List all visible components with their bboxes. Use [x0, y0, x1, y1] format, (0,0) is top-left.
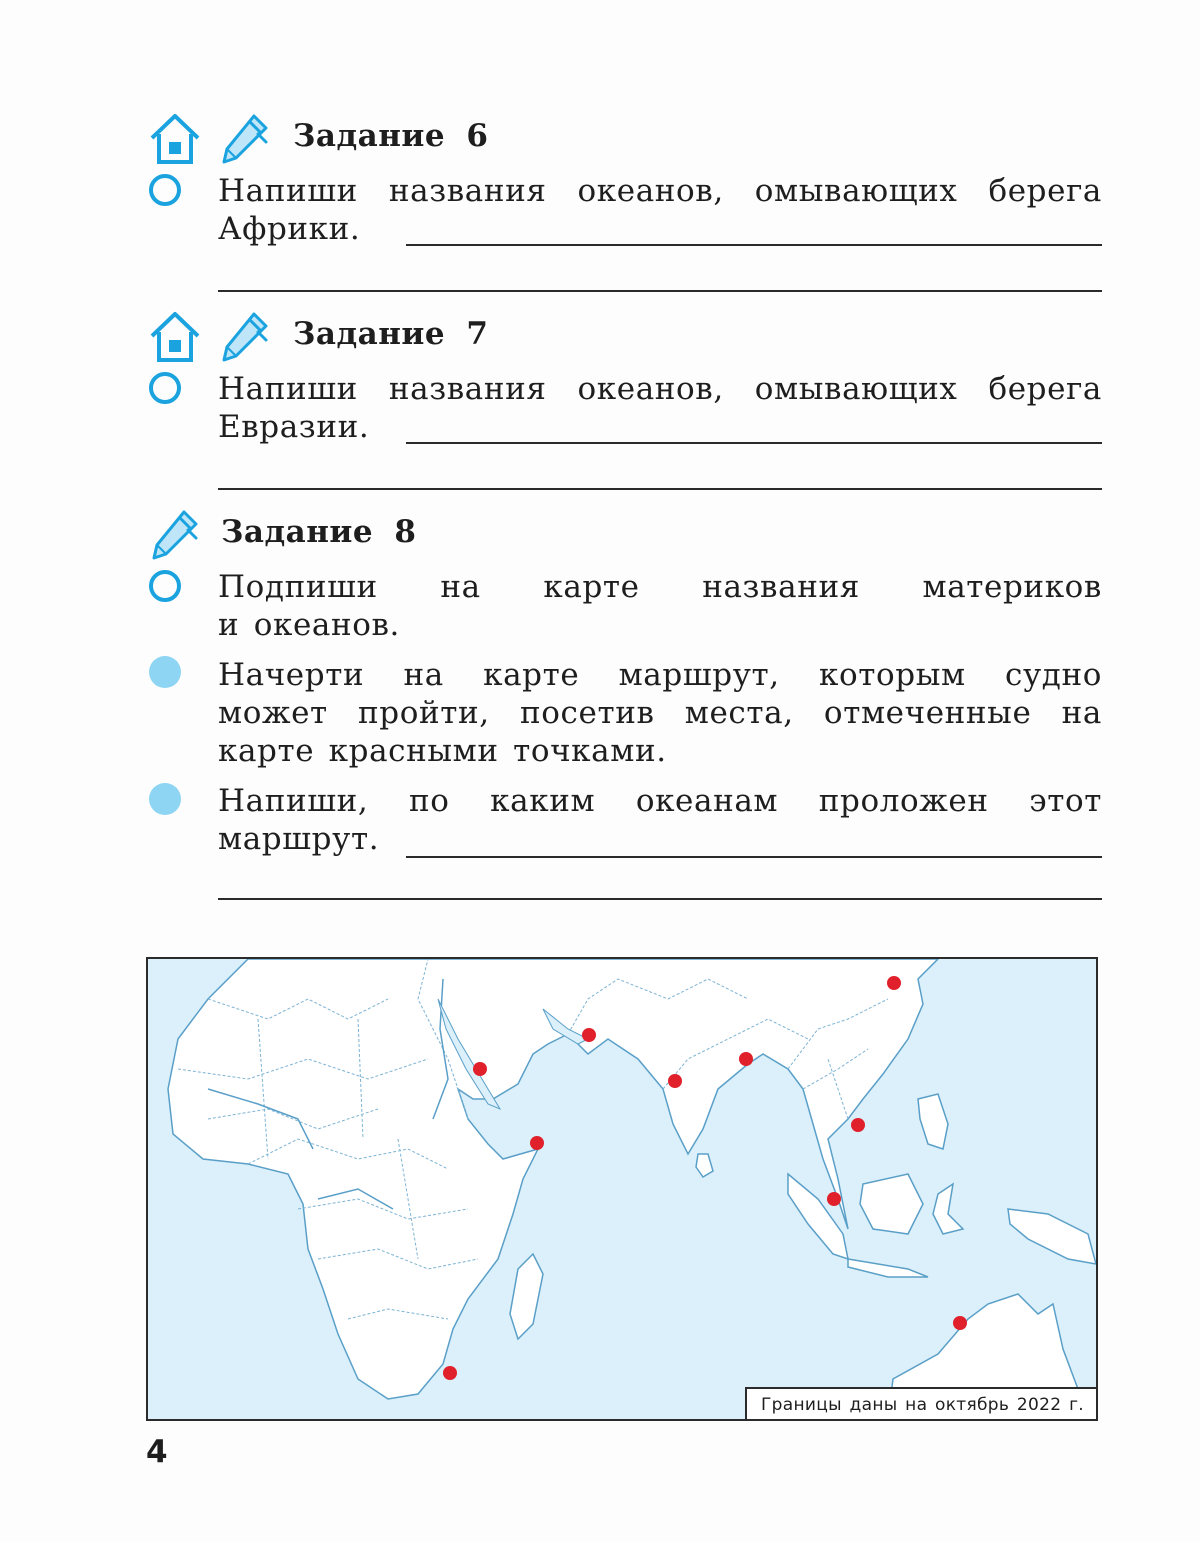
task-6-text-line1: Напиши названия океанов, омывающих берега — [218, 173, 1102, 209]
pencil-icon — [148, 508, 200, 562]
task-6-title: Задание 6 — [293, 118, 489, 154]
task-8-item1-line2: и океанов. — [218, 607, 401, 643]
house-icon — [148, 112, 202, 166]
task-8-item2-line2: может пройти, посетив места, отмеченные на — [218, 695, 1102, 731]
task-7-text-line1: Напиши названия океанов, омывающих берега — [218, 371, 1102, 407]
route-point — [443, 1366, 457, 1380]
map-caption: Границы даны на октябрь 2022 г. — [745, 1387, 1096, 1419]
answer-line[interactable] — [218, 898, 1102, 900]
task-7-marker — [149, 372, 181, 404]
answer-line[interactable] — [406, 442, 1102, 444]
task-8-title: Задание 8 — [221, 514, 417, 550]
route-point — [739, 1052, 753, 1066]
task-8-item3-line2: маршрут. — [218, 821, 380, 857]
answer-line[interactable] — [218, 290, 1102, 292]
task-6-marker — [149, 174, 181, 206]
task-8-item2-line3: карте красными точками. — [218, 733, 667, 769]
outline-map[interactable] — [146, 957, 1098, 1421]
route-point — [668, 1074, 682, 1088]
house-icon — [148, 310, 202, 364]
route-point — [582, 1028, 596, 1042]
pencil-icon — [218, 310, 270, 364]
answer-line[interactable] — [406, 856, 1102, 858]
answer-line[interactable] — [218, 488, 1102, 490]
task-8-item1-line1: Подпиши на карте названия материков — [218, 569, 1102, 605]
route-point — [827, 1192, 841, 1206]
task-8-item2-line1: Начерти на карте маршрут, которым судно — [218, 657, 1102, 693]
task-8-marker-1 — [149, 570, 181, 602]
route-point — [530, 1136, 544, 1150]
task-8-marker-2 — [149, 656, 181, 688]
route-point — [473, 1062, 487, 1076]
task-8-item3-line1: Напиши, по каким океанам проложен этот — [218, 783, 1102, 819]
task-6-text-line2: Африки. — [218, 211, 361, 247]
task-7-title: Задание 7 — [293, 316, 489, 352]
page-number: 4 — [146, 1434, 168, 1470]
route-point — [887, 976, 901, 990]
route-point — [851, 1118, 865, 1132]
answer-line[interactable] — [406, 244, 1102, 246]
map-svg — [148, 959, 1096, 1419]
task-8-marker-3 — [149, 783, 181, 815]
route-point — [953, 1316, 967, 1330]
task-7-text-line2: Евразии. — [218, 409, 370, 445]
pencil-icon — [218, 112, 270, 166]
